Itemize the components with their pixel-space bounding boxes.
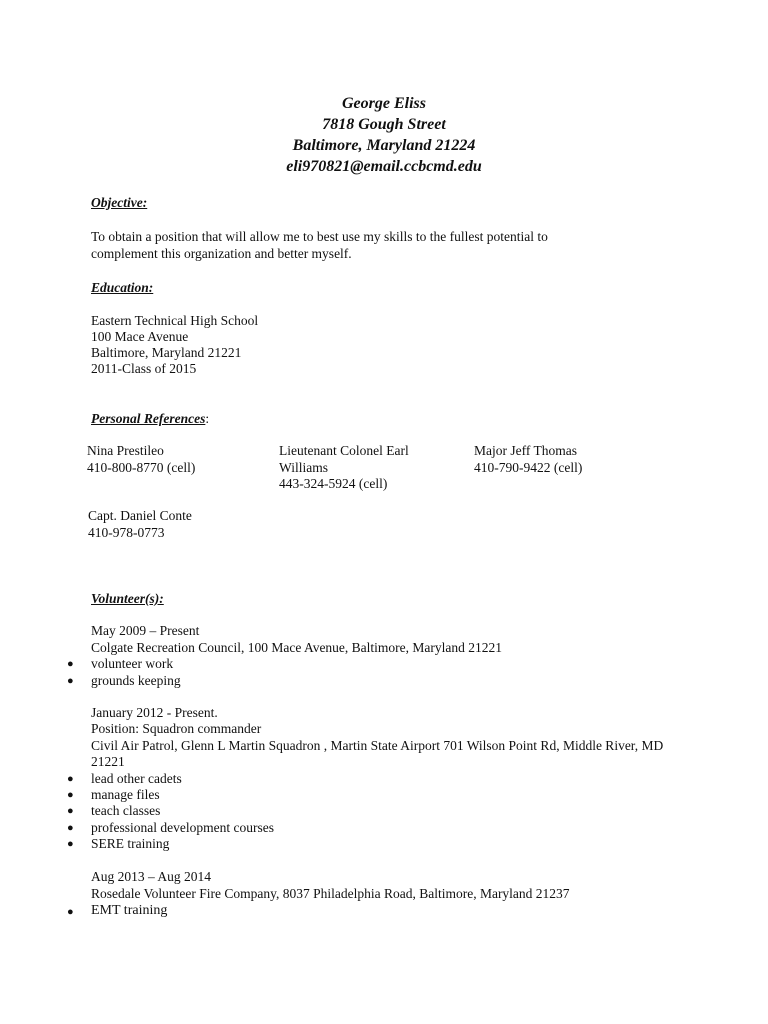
reference-2-name-line1: Lieutenant Colonel Earl [279, 443, 409, 458]
bullet-icon: ● [67, 789, 74, 801]
volunteer-2-dates: January 2012 - Present. [91, 705, 218, 720]
volunteer-2-duty-5: SERE training [91, 836, 170, 851]
volunteer-2-duty-3: teach classes [91, 803, 161, 818]
bullet-icon: ● [67, 906, 74, 918]
reference-4-name: Capt. Daniel Conte [88, 508, 192, 523]
bullet-icon: ● [67, 838, 74, 850]
reference-3-name: Major Jeff Thomas [474, 443, 577, 458]
volunteer-3-duty-1: EMT training [91, 903, 168, 918]
objective-heading: Objective: [91, 195, 148, 210]
volunteer-heading: Volunteer(s): [91, 591, 164, 606]
reference-1-phone: 410-800-8770 (cell) [87, 460, 196, 475]
reference-2-name-line2: Williams [279, 460, 328, 475]
volunteer-3-org: Rosedale Volunteer Fire Company, 8037 Philadelphia Road, Baltimore, Maryland 21237 [91, 886, 570, 901]
volunteer-2-position: Position: Squadron commander [91, 721, 262, 736]
bullet-icon: ● [67, 805, 74, 817]
volunteer-1-duty-1: volunteer work [91, 656, 174, 671]
resume-name: George Eliss [342, 95, 426, 112]
references-colon: : [205, 411, 210, 426]
bullet-icon: ● [67, 675, 74, 687]
references-heading: Personal References [91, 411, 206, 426]
reference-1-name: Nina Prestileo [87, 443, 164, 458]
volunteer-2-org-line1: Civil Air Patrol, Glenn L Martin Squadron , Martin State Airport 701 Wilson Point Rd, Middle River, MD [91, 738, 664, 753]
volunteer-2-duty-4: professional development courses [91, 820, 274, 835]
objective-text-line2: complement this organization and better myself. [91, 246, 352, 261]
header-street: 7818 Gough Street [322, 116, 446, 133]
bullet-icon: ● [67, 658, 74, 670]
volunteer-2-org-line2: 21221 [91, 754, 125, 769]
objective-text-line1: To obtain a position that will allow me to best use my skills to the fullest potential to [91, 229, 548, 244]
education-years: 2011-Class of 2015 [91, 361, 197, 376]
reference-4-phone: 410-978-0773 [88, 525, 165, 540]
bullet-icon: ● [67, 822, 74, 834]
education-school: Eastern Technical High School [91, 313, 259, 328]
volunteer-2-duty-2: manage files [91, 787, 160, 802]
education-heading: Education: [91, 280, 154, 295]
reference-3-phone: 410-790-9422 (cell) [474, 460, 583, 475]
header-email: eli970821@email.ccbcmd.edu [286, 158, 482, 175]
volunteer-1-org: Colgate Recreation Council, 100 Mace Avenue, Baltimore, Maryland 21221 [91, 640, 503, 655]
volunteer-1-duty-2: grounds keeping [91, 673, 181, 688]
bullet-icon: ● [67, 773, 74, 785]
reference-2-phone: 443-324-5924 (cell) [279, 476, 388, 491]
volunteer-3-dates: Aug 2013 – Aug 2014 [91, 869, 212, 884]
references-heading-wrap [91, 411, 209, 427]
volunteer-2-duty-1: lead other cadets [91, 771, 182, 786]
education-street: 100 Mace Avenue [91, 329, 189, 344]
header-city: Baltimore, Maryland 21224 [292, 137, 476, 154]
volunteer-1-dates: May 2009 – Present [91, 623, 200, 638]
education-city: Baltimore, Maryland 21221 [91, 345, 242, 360]
